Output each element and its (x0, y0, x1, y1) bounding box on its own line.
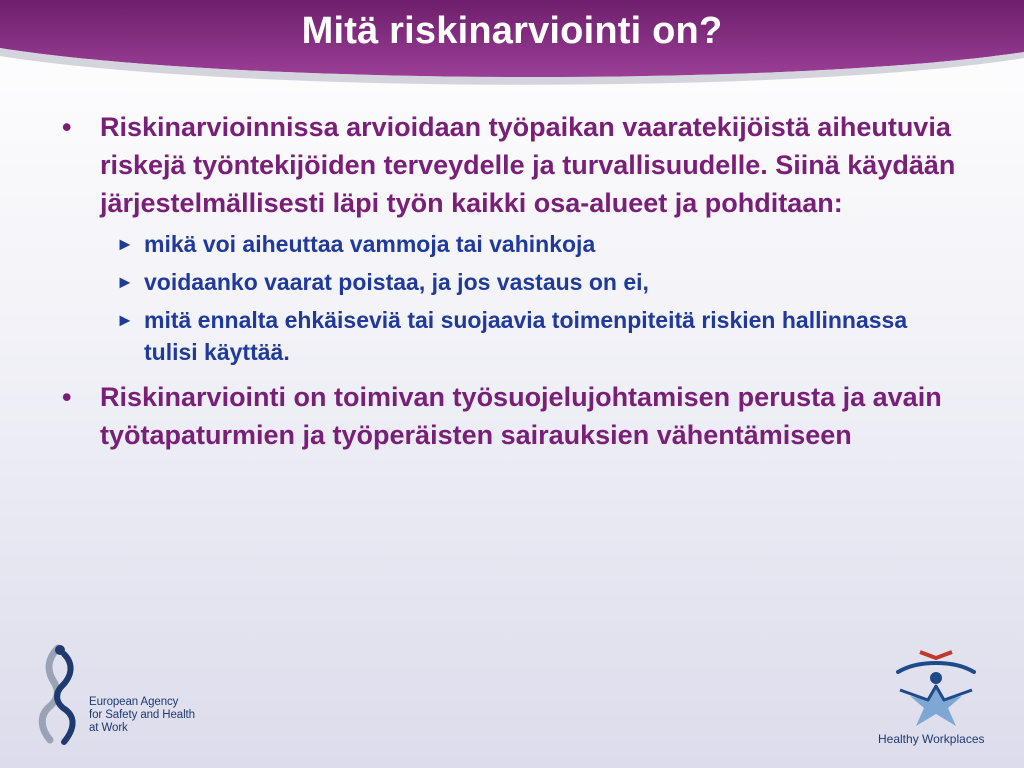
arrow-icon: ► (116, 272, 134, 292)
sub-bullet-text: voidaanko vaarat poistaa, ja jos vastaus on ei, (144, 269, 649, 295)
bullet-text: Riskinarvioinnissa arvioidaan työpaikan vaaratekijöistä aiheutuvia riskejä työntekijöiden terveydelle ja turvallisuudelle. Siinä käydään järjestelmällisesti läpi työn kaikki osa-alueet ja pohditaan: (100, 112, 956, 218)
healthy-workplaces-label: Healthy Workplaces (878, 732, 985, 746)
star-figure-icon (886, 648, 986, 740)
slide-header (0, 0, 1024, 100)
eu-agency-name: European Agency for Safety and Health at Work (89, 696, 195, 734)
arrow-icon: ► (116, 310, 134, 330)
arrow-icon: ► (116, 234, 134, 254)
sub-bullet-item (116, 228, 962, 260)
slide-content (62, 108, 962, 454)
bullet-item (62, 108, 962, 222)
bullet-item (62, 378, 962, 454)
slide-title: Mitä riskinarviointi on? (301, 10, 723, 52)
bullet-text: Riskinarviointi on toimivan työsuojelujohtamisen perusta ja avain työtapaturmien ja työperäisten sairauksien vähentämiseen (100, 382, 942, 450)
sub-bullet-text: mitä ennalta ehkäiseviä tai suojaavia toimenpiteitä riskien hallinnassa tulisi käyttää. (144, 307, 908, 365)
sub-bullet-text: mikä voi aiheuttaa vammoja tai vahinkoja (144, 231, 596, 257)
sub-bullet-item (116, 304, 962, 368)
bullet-glyph: • (62, 382, 72, 412)
sub-bullet-item (116, 266, 962, 298)
bullet-glyph: • (62, 112, 72, 142)
